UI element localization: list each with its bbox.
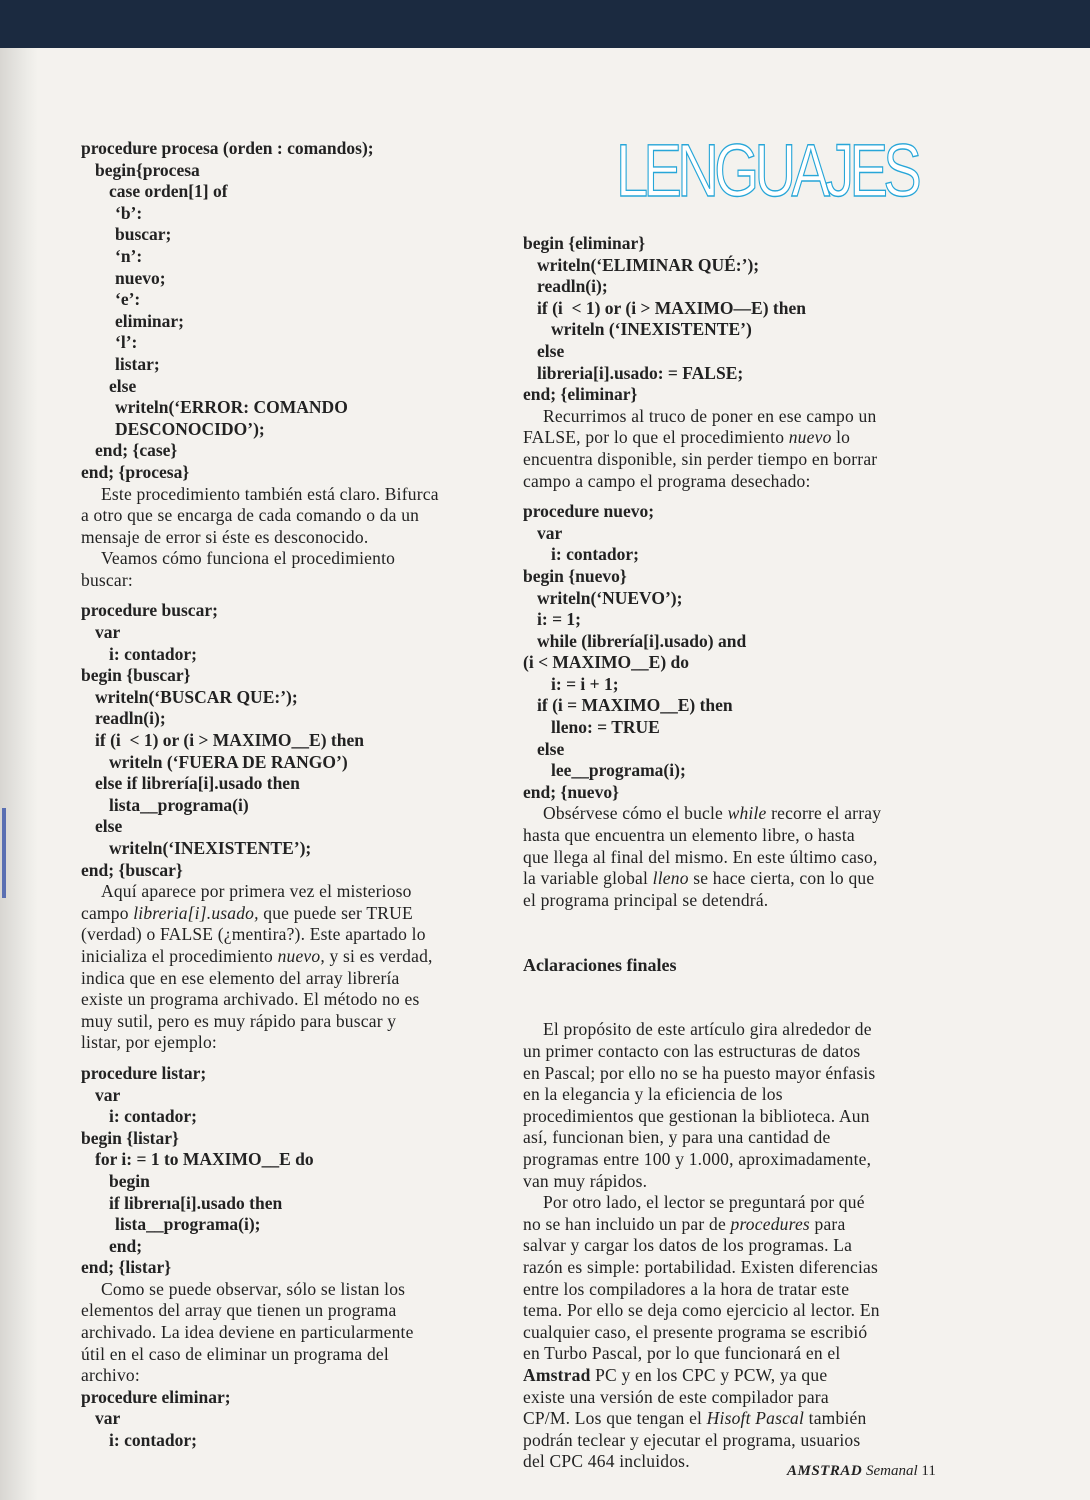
text-run: begin {nuevo} — [523, 565, 627, 586]
text-run: var — [537, 522, 563, 543]
text-run: tema. Por ello se deja como ejercicio al lector. En — [523, 1300, 880, 1321]
code-line — [81, 224, 501, 246]
code-line — [81, 773, 501, 795]
code-line — [523, 760, 948, 782]
code-line — [81, 1085, 501, 1107]
text-run: en Pascal; por ello no se ha puesto mayor énfasis — [523, 1062, 876, 1083]
text-run: if (i = MAXIMO__E) then — [537, 695, 733, 716]
code-line — [81, 1387, 501, 1409]
body-text-line — [523, 868, 948, 890]
body-text-line — [81, 527, 501, 549]
code-line — [523, 717, 948, 739]
text-run: El propósito de este artículo gira alrededor de — [543, 1019, 872, 1040]
italic-text-run: nuevo — [788, 427, 832, 448]
text-run: else — [537, 738, 565, 759]
text-run: existe una versión de este compilador para — [523, 1386, 829, 1407]
text-run: if librerıa[i].usado then — [109, 1192, 283, 1213]
text-run: lista__programa(i) — [109, 794, 249, 815]
text-run: Por otro lado, el lector se preguntará por qué — [543, 1192, 865, 1213]
code-line — [81, 708, 501, 730]
text-run: else if librería[i].usado then — [95, 773, 300, 794]
text-run: existe un programa archivado. El método no es — [81, 989, 420, 1010]
italic-text-run: Hisoft Pascal — [706, 1408, 805, 1429]
code-line — [81, 644, 501, 666]
text-run: razón es simple: portabilidad. Existen diferencias — [523, 1256, 879, 1277]
text-run: archivado. La idea deviene en particularmente — [81, 1322, 414, 1343]
text-run: i: = i + 1; — [551, 673, 619, 694]
text-run: writeln (‘INEXISTENTE’) — [551, 319, 752, 340]
text-run: eliminar; — [115, 310, 185, 331]
code-line — [81, 795, 501, 817]
text-run: Este procedimiento también está claro. Bifurca — [101, 483, 439, 504]
body-text-line — [81, 505, 501, 527]
code-line — [523, 363, 948, 385]
text-run: i: contador; — [109, 643, 197, 664]
footer-page-number: 11 — [921, 1463, 936, 1479]
code-line — [81, 268, 501, 290]
code-line — [81, 600, 501, 622]
text-run: buscar: — [81, 569, 133, 590]
spacer — [523, 492, 948, 501]
body-text-line — [523, 1343, 948, 1365]
code-line — [523, 674, 948, 696]
text-run: writeln(‘INEXISTENTE’); — [109, 838, 312, 858]
text-run: a otro que se encarga de cada comando o da un — [81, 505, 420, 526]
text-run: indica que en ese elemento del array librería — [81, 967, 400, 988]
code-line — [523, 319, 948, 341]
body-text-line — [523, 825, 948, 847]
text-run: i: = 1; — [537, 609, 581, 630]
code-line — [81, 1408, 501, 1430]
body-text-line — [523, 847, 948, 869]
code-line — [523, 609, 948, 631]
code-line — [81, 1214, 501, 1236]
body-text-line — [81, 1344, 501, 1366]
body-text-line — [523, 1149, 948, 1171]
body-text-line — [523, 1127, 948, 1149]
text-run: PC y en los CPC y PCW, ya que — [590, 1364, 828, 1385]
text-run: end; {listar} — [81, 1257, 172, 1278]
code-line — [523, 298, 948, 320]
text-run: libreria[i].usado: = FALSE; — [537, 362, 744, 383]
body-text-line — [523, 1214, 948, 1236]
text-run: begin{procesa — [95, 159, 200, 180]
text-run: hasta que encuentra un elemento libre, o hasta — [523, 825, 855, 846]
text-run: procedure buscar; — [81, 600, 218, 621]
code-line — [81, 816, 501, 838]
code-line — [523, 384, 948, 406]
text-run: var — [95, 1084, 121, 1105]
text-run: i: contador; — [109, 1430, 197, 1451]
text-run: lee__programa(i); — [551, 760, 686, 781]
body-text-line — [523, 1235, 948, 1257]
text-run: writeln(‘NUEVO’); — [537, 587, 683, 608]
text-run: útil en el caso de eliminar un programa del — [81, 1343, 389, 1364]
footer-magazine-name: AMSTRAD — [787, 1463, 863, 1479]
text-run: case orden[1] of — [109, 181, 228, 202]
text-run: buscar; — [115, 224, 172, 245]
text-run: ‘l’: — [115, 332, 138, 353]
text-run: para — [809, 1213, 846, 1234]
spacer — [523, 977, 948, 1019]
code-line — [523, 233, 948, 255]
text-run: recorre el array — [766, 803, 882, 824]
body-text-line — [523, 803, 948, 825]
italic-text-run: lleno — [652, 868, 689, 889]
italic-text-run: libreria[i].usado, — [133, 902, 259, 923]
text-run: while (librería[i].usado) and — [537, 630, 747, 651]
text-run: procedure listar; — [81, 1062, 207, 1083]
code-line — [81, 181, 501, 203]
code-line — [523, 255, 948, 277]
body-text-line — [523, 1322, 948, 1344]
body-text-line — [81, 968, 501, 990]
code-line — [81, 1430, 501, 1452]
text-run: var — [95, 622, 121, 643]
text-run: que puede ser TRUE — [258, 902, 413, 923]
text-run: else — [95, 816, 123, 837]
code-line — [523, 544, 948, 566]
text-run: así, funcionan bien, y para una cantidad de — [523, 1127, 831, 1148]
text-run: se hace cierta, con lo que — [688, 868, 875, 889]
bold-text-run: Amstrad — [523, 1364, 591, 1385]
body-text-line — [523, 1257, 948, 1279]
code-line — [81, 1257, 501, 1279]
text-run: readln(i); — [95, 708, 166, 729]
body-text-line — [81, 1279, 501, 1301]
text-run: lo — [831, 427, 851, 448]
code-line — [81, 246, 501, 268]
code-line — [81, 419, 501, 441]
text-run: salvar y cargar los datos de los programas. La — [523, 1235, 853, 1256]
right-text-column — [523, 233, 948, 1473]
text-run: en Turbo Pascal, por lo que funcionará en el — [523, 1343, 841, 1364]
text-run: archivo: — [81, 1365, 140, 1386]
text-run: van muy rápidos. — [523, 1170, 648, 1191]
text-run: procedure eliminar; — [81, 1386, 231, 1407]
body-text-line — [81, 484, 501, 506]
body-text-line — [81, 1011, 501, 1033]
text-run: (i < MAXIMO__E) do — [523, 652, 690, 673]
spacer — [81, 591, 501, 600]
text-run: writeln (‘FUERA DE RANGO’) — [109, 751, 348, 772]
text-run: if (i < 1) or (i > MAXIMO__E) then — [95, 730, 364, 751]
text-run: mensaje de error si éste es desconocido. — [81, 526, 369, 547]
italic-text-run: procedures — [730, 1213, 810, 1234]
body-text-line — [523, 1430, 948, 1452]
text-run: else — [109, 375, 137, 396]
body-text-line — [81, 1300, 501, 1322]
text-run: i: contador; — [109, 1106, 197, 1127]
text-run: listar; — [115, 353, 160, 374]
body-text-line — [523, 427, 948, 449]
code-line — [523, 782, 948, 804]
page-footer — [787, 1463, 947, 1480]
text-run: en la elegancia y la eficiencia de los — [523, 1084, 783, 1105]
code-line — [81, 289, 501, 311]
body-text-line — [523, 1279, 948, 1301]
text-run: que llega al final del mismo. En este último caso, — [523, 846, 878, 867]
text-run: end; {procesa} — [81, 461, 190, 482]
body-text-line — [523, 1084, 948, 1106]
code-line — [81, 1149, 501, 1171]
code-line — [81, 730, 501, 752]
text-run: ‘n’: — [115, 245, 143, 266]
text-run: begin — [109, 1170, 150, 1191]
body-text-line — [523, 1171, 948, 1193]
text-run: el programa principal se detendrá. — [523, 889, 769, 910]
text-run: Recurrimos al truco de poner en ese campo un — [543, 405, 877, 426]
code-line — [81, 1193, 501, 1215]
body-text-line — [81, 548, 501, 570]
text-run: elementos del array que tienen un programa — [81, 1300, 397, 1321]
text-run: begin {listar} — [81, 1127, 179, 1148]
text-run: procedimientos que gestionan la biblioteca. Aun — [523, 1105, 870, 1126]
text-run: if (i < 1) or (i > MAXIMO—E) then — [537, 297, 806, 318]
section-heading: Aclaraciones finales — [523, 955, 677, 976]
code-line — [81, 1106, 501, 1128]
body-text-line — [81, 570, 501, 592]
text-run: begin {eliminar} — [523, 233, 646, 253]
text-run: i: contador; — [551, 544, 639, 565]
code-line — [81, 354, 501, 376]
text-run: Como se puede observar, sólo se listan los — [101, 1278, 406, 1299]
code-line — [523, 652, 948, 674]
body-text-line — [81, 903, 501, 925]
body-text-line — [523, 1063, 948, 1085]
italic-text-run: nuevo, — [277, 945, 325, 966]
text-run: ‘e’: — [115, 289, 141, 310]
code-line — [81, 1171, 501, 1193]
text-run: readln(i); — [537, 276, 608, 297]
text-run: campo — [81, 902, 134, 923]
code-line — [523, 501, 948, 523]
page-binding-edge — [0, 48, 38, 1500]
body-text-line — [81, 881, 501, 903]
text-run: cualquier caso, el presente programa se escribió — [523, 1321, 868, 1342]
spacer — [523, 911, 948, 953]
code-line — [81, 160, 501, 182]
text-run: muy sutil, pero es muy rápido para buscar y — [81, 1010, 397, 1031]
code-line — [81, 665, 501, 687]
code-line — [81, 687, 501, 709]
text-run: CP/M. Los que tengan el — [523, 1408, 707, 1429]
code-line — [523, 695, 948, 717]
footer-section-name: Semanal — [865, 1463, 918, 1479]
binding-color-strip — [2, 808, 6, 898]
text-run: también — [804, 1408, 867, 1429]
text-run: procedure nuevo; — [523, 501, 655, 522]
body-text-line — [523, 890, 948, 912]
text-run: DESCONOCIDO’); — [115, 418, 265, 439]
text-run: else — [537, 340, 565, 361]
text-run: writeln(‘ERROR: COMANDO — [115, 397, 348, 418]
text-run: begin {buscar} — [81, 665, 191, 686]
code-line — [523, 341, 948, 363]
code-line — [81, 440, 501, 462]
code-line — [523, 276, 948, 298]
code-line — [81, 203, 501, 225]
italic-text-run: while — [727, 803, 767, 824]
text-run: no se han incluido un par de — [523, 1213, 731, 1234]
text-run: la variable global — [523, 868, 653, 889]
body-text-line — [523, 1365, 948, 1387]
body-text-line — [523, 1300, 948, 1322]
text-run: writeln(‘BUSCAR QUE:’); — [95, 686, 298, 707]
code-line — [523, 631, 948, 653]
body-text-line — [81, 1322, 501, 1344]
text-run: ‘b’: — [115, 202, 143, 223]
text-run: FALSE, por lo que el procedimiento — [523, 427, 789, 448]
text-run: Aquí aparece por primera vez el misterioso — [101, 881, 412, 902]
text-run: end; — [109, 1235, 143, 1256]
code-line — [523, 523, 948, 545]
text-run: entre los compiladores a la hora de tratar este — [523, 1278, 850, 1299]
body-text-line — [81, 1365, 501, 1387]
text-run: end; {case} — [95, 440, 178, 461]
code-line — [81, 622, 501, 644]
text-run: var — [95, 1408, 121, 1429]
code-line — [523, 739, 948, 761]
code-line — [81, 332, 501, 354]
text-run: end; {nuevo} — [523, 781, 619, 802]
code-line — [81, 752, 501, 774]
code-line — [81, 1128, 501, 1150]
text-run: encuentra disponible, sin perder tiempo en borrar — [523, 448, 878, 469]
body-text-line — [523, 1019, 948, 1041]
code-line — [81, 311, 501, 333]
body-text-line — [523, 1106, 948, 1128]
left-text-column — [81, 138, 501, 1452]
body-text-line — [523, 1192, 948, 1214]
code-line — [81, 397, 501, 419]
text-run: procedure procesa (orden : comandos); — [81, 138, 374, 158]
body-text-line — [81, 989, 501, 1011]
text-run: podrán teclear y ejecutar el programa, usuarios — [523, 1429, 861, 1450]
text-run: y si es verdad, — [324, 945, 433, 966]
code-line — [81, 838, 501, 860]
code-line — [81, 1063, 501, 1085]
text-run: end; {eliminar} — [523, 384, 638, 405]
body-text-line — [81, 1032, 501, 1054]
body-text-line — [81, 924, 501, 946]
text-run: programas entre 100 y 1.000, aproximadamente, — [523, 1148, 872, 1169]
body-text-line — [523, 449, 948, 471]
body-text-line — [523, 1041, 948, 1063]
section-title: LENGUAJES — [616, 129, 918, 212]
code-line — [81, 1236, 501, 1258]
text-run: inicializa el procedimiento — [81, 945, 278, 966]
text-run: Obsérvese cómo el bucle — [543, 803, 728, 824]
code-line — [81, 860, 501, 882]
body-text-line — [523, 1387, 948, 1409]
code-line — [523, 588, 948, 610]
text-run: Veamos cómo funciona el procedimiento — [101, 548, 396, 569]
code-line — [81, 462, 501, 484]
text-run: end; {buscar} — [81, 859, 183, 880]
text-run: (verdad) o FALSE (¿mentira?). Este apartado lo — [81, 924, 426, 945]
code-line — [81, 376, 501, 398]
body-text-line — [523, 406, 948, 428]
text-run: writeln(‘ELIMINAR QUÉ:’); — [537, 254, 760, 275]
spacer — [81, 1054, 501, 1063]
text-run: lleno: = TRUE — [551, 717, 660, 738]
code-line — [523, 566, 948, 588]
text-run: listar, por ejemplo: — [81, 1032, 217, 1053]
text-run: campo a campo el programa desechado: — [523, 470, 811, 491]
code-line — [81, 138, 501, 160]
body-text-line — [523, 1408, 948, 1430]
text-run: un primer contacto con las estructuras de datos — [523, 1041, 861, 1061]
body-text-line — [81, 946, 501, 968]
body-text-line — [523, 471, 948, 493]
text-run: del CPC 464 incluidos. — [523, 1451, 690, 1472]
text-run: for i: = 1 to MAXIMO__E do — [95, 1149, 314, 1170]
text-run: lista__programa(i); — [115, 1214, 261, 1235]
text-run: nuevo; — [115, 267, 166, 288]
